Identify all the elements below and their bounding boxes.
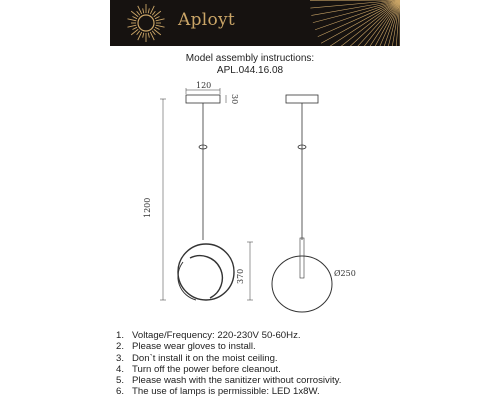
model-number: APL.044.16.08 [216, 65, 284, 76]
title-line: Model assembly instructions: [185, 53, 315, 64]
note-item: 4. Turn off the power before cleanout. [116, 363, 281, 375]
dimension-diameter: Ø250 [334, 269, 356, 278]
notes-list [116, 330, 341, 398]
sunburst-logo-icon [110, 0, 400, 46]
note-item: 2. Please wear gloves to install. [116, 341, 256, 353]
dimension-width: 120 [196, 81, 212, 90]
ring-inner [190, 256, 222, 298]
note-item: 3. Don`t install it on the moist ceiling. [116, 352, 278, 364]
ring-outer [178, 244, 234, 300]
dimension-ring: 370 [236, 268, 245, 284]
note-item: 1. Voltage/Frequency: 220-230V 50-60Hz. [116, 330, 301, 341]
canopy-front [186, 95, 220, 103]
note-item: 5. Please wash with the sanitizer without corrosivity. [116, 375, 342, 387]
note-item: 6. The use of lamps is permissible: LED 1x8W. [116, 386, 320, 398]
document-title [0, 53, 500, 77]
brand-banner [110, 0, 400, 46]
dimension-height: 30 [230, 94, 239, 105]
dimension-length: 1200 [143, 197, 152, 218]
shade-side [272, 256, 332, 312]
canopy-side [286, 95, 318, 103]
brand-name: Aployt [178, 10, 236, 30]
technical-drawing [0, 80, 500, 330]
